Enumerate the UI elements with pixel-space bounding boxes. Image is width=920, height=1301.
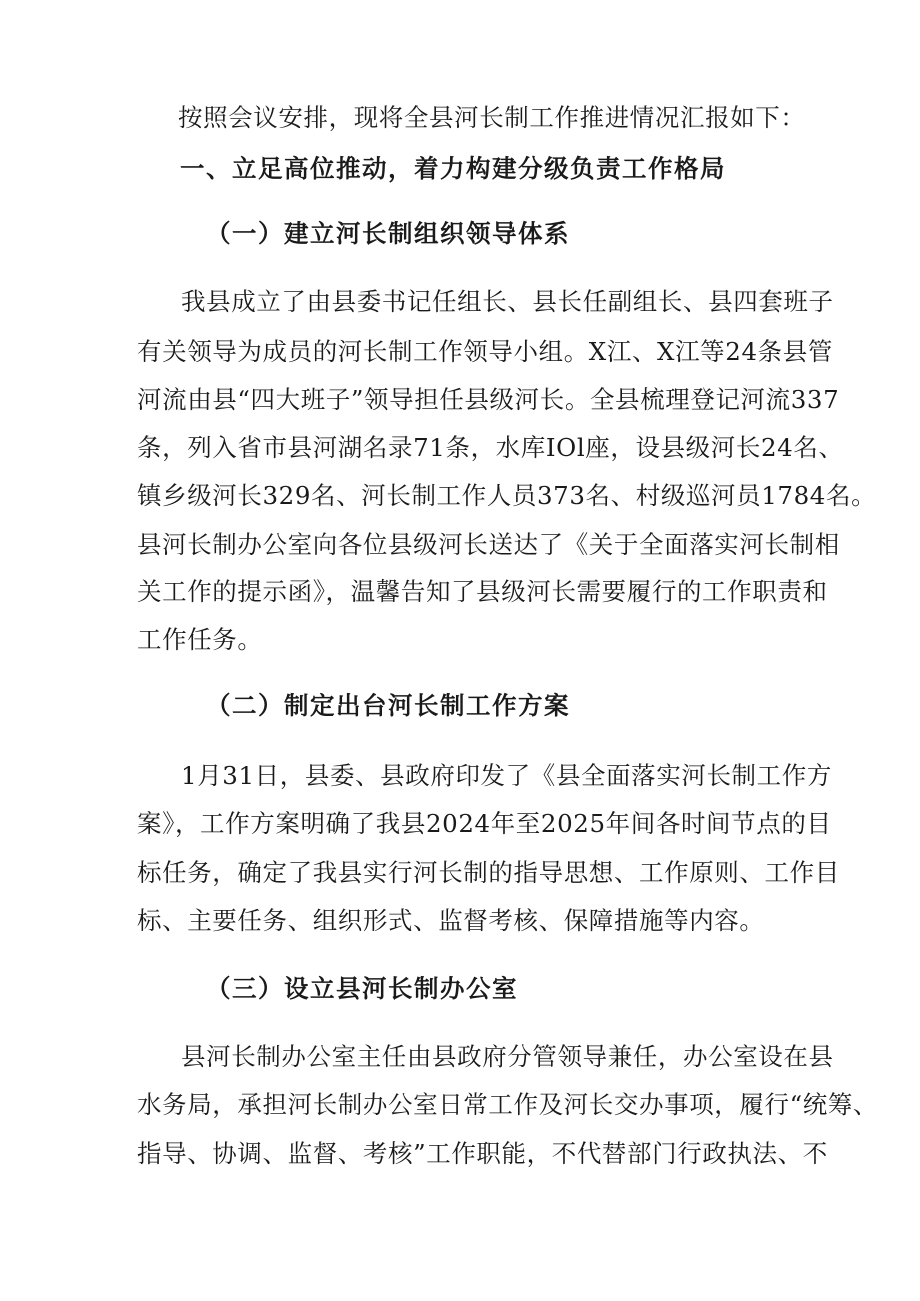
section-1-line: 有关领导为成员的河长制工作领导小组。X江、X江等24条县管: [137, 337, 833, 366]
intro-paragraph: 按照会议安排，现将全县河长制工作推进情况汇报如下：: [178, 103, 806, 132]
section-1-line: 条，列入省市县河湖名录71条，水库IOl座，设县级河长24名、: [137, 433, 844, 462]
section-2-line: 标、主要任务、组织形式、监督考核、保障措施等内容。: [137, 906, 765, 935]
section-1-line: 河流由县“四大班子”领导担任县级河长。全县梳理登记河流337: [137, 385, 840, 414]
section-1-line: 工作任务。: [137, 625, 263, 654]
section-3-line: 水务局，承担河长制办公室日常工作及河长交办事项，履行“统筹、: [137, 1090, 879, 1119]
section-3-heading: （三）设立县河长制办公室: [206, 974, 518, 1003]
section-1-line: 我县成立了由县委书记任组长、县长任副组长、县四套班子: [181, 287, 834, 316]
section-1-line: 县河长制办公室向各位县级河长送达了《关于全面落实河长制相: [137, 530, 840, 559]
section-1-heading: （一）建立河长制组织领导体系: [206, 219, 570, 248]
heading-level-1: 一、立足高位推动，着力构建分级负责工作格局: [180, 154, 726, 183]
section-1-line: 关工作的提示函》，温馨告知了县级河长需要履行的工作职责和: [137, 577, 828, 606]
section-3-line: 指导、协调、监督、考核”工作职能，不代替部门行政执法、不: [137, 1139, 828, 1168]
section-2-line: 1月31日，县委、县政府印发了《县全面落实河长制工作方: [181, 761, 832, 790]
section-1-line: 镇乡级河长329名、河长制工作人员373名、村级巡河员1784名。: [137, 481, 877, 510]
section-2-heading: （二）制定出台河长制工作方案: [206, 691, 570, 720]
section-3-line: 县河长制办公室主任由县政府分管领导兼任，办公室设在县: [181, 1042, 834, 1071]
section-2-line: 标任务，确定了我县实行河长制的指导思想、工作原则、工作目: [137, 858, 840, 887]
section-2-line: 案》，工作方案明确了我县2024年至2025年间各时间节点的目: [137, 809, 832, 838]
